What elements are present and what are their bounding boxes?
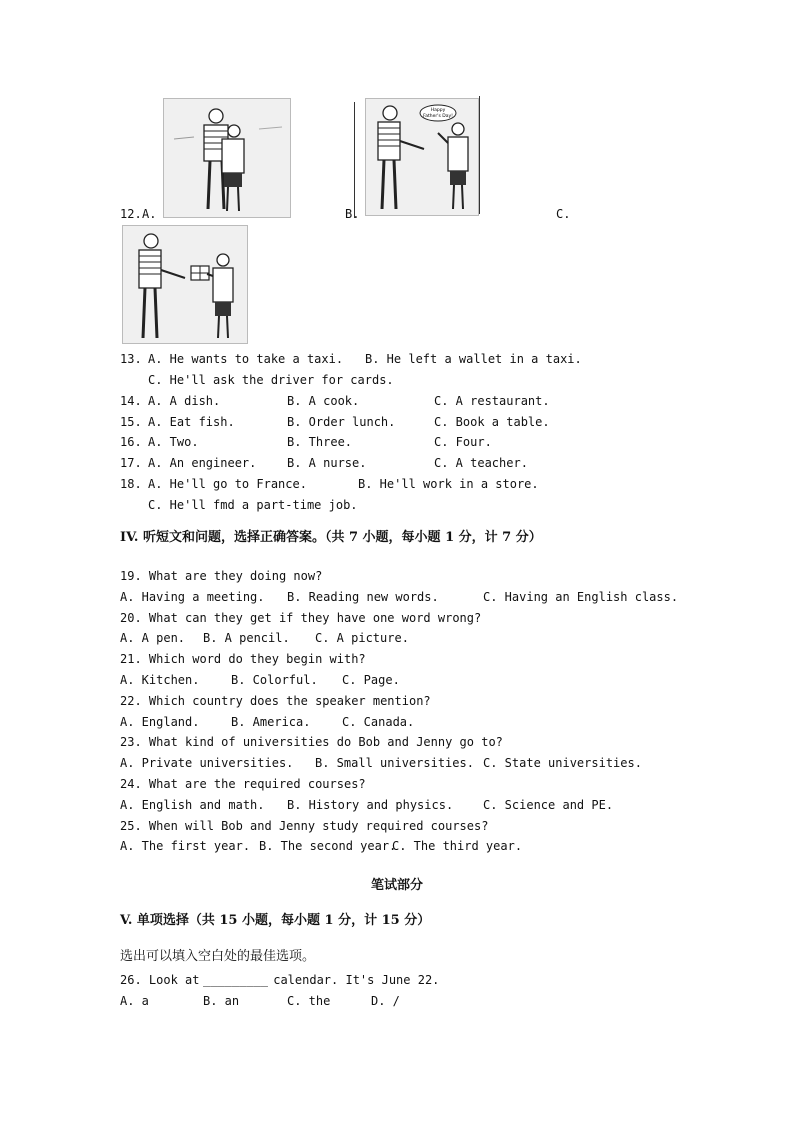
q22-question: 22. Which country does the speaker mention? <box>120 694 431 708</box>
q15-number: 15. <box>120 415 142 429</box>
q12-option-b-label: B. <box>345 207 360 221</box>
q13-option-c: C. He'll ask the driver for cards. <box>148 373 394 387</box>
q26-option-c: C. the <box>287 994 331 1008</box>
q26-option-d: D. / <box>371 994 400 1008</box>
q26-option-a: A. a <box>120 994 149 1008</box>
q12-option-a-label: A. <box>142 207 157 221</box>
q24-question: 24. What are the required courses? <box>120 777 366 791</box>
q23-option-b: B. Small universities. <box>315 756 474 770</box>
q14-option-a: A. A dish. <box>148 394 221 408</box>
q18-number: 18. <box>120 477 142 491</box>
q17-option-c: C. A teacher. <box>434 456 528 470</box>
q19-option-b: B. Reading new words. <box>287 590 439 604</box>
q21-option-c: C. Page. <box>342 673 400 687</box>
q25-option-b: B. The second year. <box>259 839 397 853</box>
q17-option-b: B. A nurse. <box>287 456 367 470</box>
picture-b-right-border <box>479 96 480 214</box>
q13-option-a: A. He wants to take a taxi. <box>148 352 344 366</box>
q26-text-after: calendar. It's June 22. <box>266 973 440 987</box>
q20-question: 20. What can they get if they have one word wrong? <box>120 611 482 625</box>
q20-option-b: B. A pencil. <box>203 631 290 645</box>
q16-option-a: A. Two. <box>148 435 199 449</box>
q16-number: 16. <box>120 435 142 449</box>
q24-option-b: B. History and physics. <box>287 798 454 812</box>
q13-number: 13. <box>120 352 142 366</box>
q25-question: 25. When will Bob and Jenny study required courses? <box>120 819 489 833</box>
q15-option-c: C. Book a table. <box>434 415 550 429</box>
picture-option-a <box>163 98 291 218</box>
q23-question: 23. What kind of universities do Bob and Jenny go to? <box>120 735 503 749</box>
picture-option-c <box>122 225 248 344</box>
section-5-instruction: 选出可以填入空白处的最佳选项。 <box>120 949 316 964</box>
q14-option-b: B. A cook. <box>287 394 360 408</box>
q19-option-a: A. Having a meeting. <box>120 590 265 604</box>
q21-option-a: A. Kitchen. <box>120 673 200 687</box>
q20-option-a: A. A pen. <box>120 631 186 645</box>
q22-option-b: B. America. <box>231 715 311 729</box>
q26-text-before: 26. Look at <box>120 973 207 987</box>
q23-option-c: C. State universities. <box>483 756 642 770</box>
q19-question: 19. What are they doing now? <box>120 569 323 583</box>
q26-option-b: B. an <box>203 994 240 1008</box>
written-part-title: 笔试部分 <box>370 878 423 893</box>
q24-option-a: A. English and math. <box>120 798 265 812</box>
q24-option-c: C. Science and PE. <box>483 798 614 812</box>
q18-option-c: C. He'll fmd a part-time job. <box>148 498 358 512</box>
q14-option-c: C. A restaurant. <box>434 394 550 408</box>
q22-option-c: C. Canada. <box>342 715 415 729</box>
q23-option-a: A. Private universities. <box>120 756 294 770</box>
q12-option-c-label: C. <box>556 207 571 221</box>
q12-number: 12. <box>120 207 142 221</box>
q21-question: 21. Which word do they begin with? <box>120 652 366 666</box>
q25-option-a: A. The first year. <box>120 839 251 853</box>
picture-b-left-border <box>354 102 355 218</box>
q15-option-b: B. Order lunch. <box>287 415 396 429</box>
greeting-illustration <box>366 99 478 215</box>
picture-option-b <box>365 98 479 216</box>
section-4-heading: IV. 听短文和问题，选择正确答案。（共 7 小题，每小题 1 分，计 7 分） <box>120 530 542 545</box>
q18-option-b: B. He'll work in a store. <box>358 477 539 491</box>
q21-option-b: B. Colorful. <box>231 673 318 687</box>
q14-number: 14. <box>120 394 142 408</box>
q26-blank: _________ <box>203 973 269 987</box>
q16-option-b: B. Three. <box>287 435 353 449</box>
gift-illustration <box>123 226 247 343</box>
bubble-line-2: Father's Day! <box>423 114 453 119</box>
q15-option-a: A. Eat fish. <box>148 415 235 429</box>
q17-option-a: A. An engineer. <box>148 456 257 470</box>
hug-illustration <box>164 99 290 217</box>
q20-option-c: C. A picture. <box>315 631 409 645</box>
q19-option-c: C. Having an English class. <box>483 590 679 604</box>
q17-number: 17. <box>120 456 142 470</box>
q22-option-a: A. England. <box>120 715 200 729</box>
section-5-heading: V. 单项选择（共 15 小题，每小题 1 分，计 15 分） <box>120 913 431 928</box>
q25-option-c: C. The third year. <box>392 839 523 853</box>
q18-option-a: A. He'll go to France. <box>148 477 307 491</box>
q13-option-b: B. He left a wallet in a taxi. <box>365 352 582 366</box>
bubble-line-1: Happy <box>430 108 446 113</box>
q16-option-c: C. Four. <box>434 435 492 449</box>
